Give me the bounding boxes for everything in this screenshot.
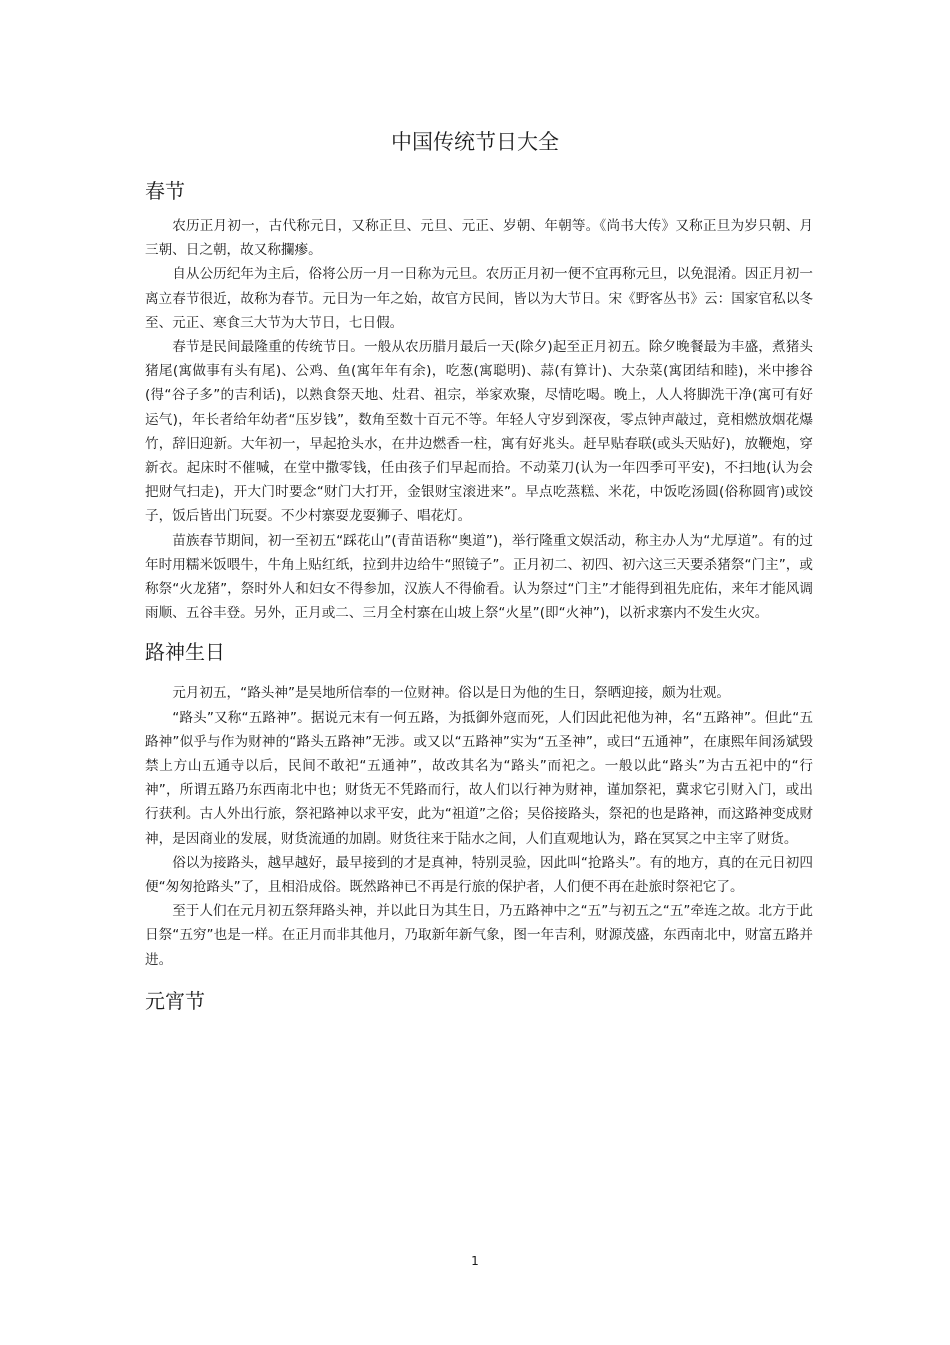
document-title: 中国传统节日大全 <box>391 130 559 154</box>
section-heading: 春节 <box>145 179 185 203</box>
paragraph: 苗族春节期间，初一至初五“踩花山”(青苗语称“奥道”)，举行隆重文娱活动，称主办人为“尤厚道”。有的过年时用糯米饭喂牛，牛角上贴红纸，拉到井边给牛“照镜子”。正月初二、初四、初六这三天要杀猪祭“门主”，或称祭“火龙猪”，祭时外人和妇女不得参加，汉族人不得偷看。认为祭过“门主”才能得到祖先庇佑，来年才能风调雨顺、五谷丰登。另外，正月或二、三月全村寨在山坡上祭“火星”(即“火神”)，以祈求寨内不发生火灾。 <box>145 532 813 622</box>
paragraph: 自从公历纪年为主后，俗将公历一月一日称为元旦。农历正月初一便不宜再称元旦，以免混淆。因正月初一离立春节很近，故称为春节。元日为一年之始，故官方民间，皆以为大节日。宋《野客丛书》云：国家官私以冬至、元正、寒食三大节为大节日，七日假。 <box>145 266 813 331</box>
section-road-god-birthday <box>145 637 813 971</box>
section-lantern-festival <box>145 986 813 1016</box>
paragraph: 春节是民间最隆重的传统节日。一般从农历腊月最后一天(除夕)起至正月初五。除夕晚餐最为丰盛，煮猪头猪尾(寓做事有头有尾)、公鸡、鱼(寓年年有余)，吃葱(寓聪明)、蒜(有算计)、大杂菜(寓团结和睦)，米中掺谷(得“谷子多”的吉利话)，以熟食祭天地、灶君、祖宗，举家欢聚，尽情吃喝。晚上，人人将脚洗干净(寓可有好运气)，年长者给年幼者“压岁钱”，数角至数十百元不等。年轻人守岁到深夜，零点钟声敲过，竟相燃放烟花爆竹，辞旧迎新。大年初一，早起抢头水，在井边燃香一柱，寓有好兆头。赶早贴春联(或头天贴好)，放鞭炮，穿新衣。起床时不催喊，在堂中撒零钱，任由孩子们早起而拾。不动菜刀(认为一年四季可平安)，不扫地(认为会把财气扫走)，开大门时要念“财门大打开，金银财宝滚进来”。早点吃蒸糕、米花，中饭吃汤圆(俗称圆宵)或饺子，饭后皆出门玩耍。不少村寨耍龙耍狮子、唱花灯。 <box>145 339 813 525</box>
paragraph: “路头”又称“五路神”。据说元末有一何五路，为抵御外寇而死，人们因此祀他为神，名“五路神”。但此“五路神”似乎与作为财神的“路头五路神”无涉。或又以“五路神”实为“五圣神”，或曰“五通神”，在康熙年间汤斌毁禁上方山五通寺以后，民间不敢祀“五通神”，故改其名为“路头”而祀之。一般以此“路头”为古五祀中的“行神”，所谓五路乃东西南北中也；财货无不凭路而行，故人们以行神为财神，谨加祭祀，冀求它引财入门，或出行获利。古人外出行旅，祭祀路神以求平安，此为“祖道”之俗；吴俗接路头，祭祀的也是路神，而这路神变成财神，是因商业的发展，财货流通的加剧。财货往来于陆水之间，人们直观地认为，路在冥冥之中主宰了财货。 <box>145 709 813 847</box>
document-body <box>145 176 813 1024</box>
paragraph: 元月初五，“路头神”是吴地所信奉的一位财神。俗以是日为他的生日，祭晒迎接，颇为壮观。 <box>172 685 731 702</box>
paragraph: 农历正月初一，古代称元日，又称正旦、元旦、元正、岁朝、年朝等。《尚书大传》又称正旦为岁只朝、月三朝、日之朝，故又称攔瘆。 <box>145 218 813 259</box>
section-spring-festival <box>145 176 813 625</box>
paragraph: 至于人们在元月初五祭拜路头神，并以此日为其生日，乃五路神中之“五”与初五之“五”牵连之故。北方于此日祭“五穷”也是一样。在正月而非其他月，乃取新年新气象，图一年吉利，财源茂盛，东西南北中，财富五路并进。 <box>145 903 813 968</box>
page-number: 1 <box>471 1254 479 1268</box>
section-heading: 路神生日 <box>145 640 225 665</box>
paragraph: 俗以为接路头，越早越好，最早接到的才是真神，特别灵验，因此叫“抢路头”。有的地方，真的在元日初四便“匆匆抢路头”了，且相沿成俗。既然路神已不再是行旅的保护者，人们便不再在赴旅时祭祀它了。 <box>145 854 813 896</box>
section-heading: 元宵节 <box>145 988 205 1013</box>
